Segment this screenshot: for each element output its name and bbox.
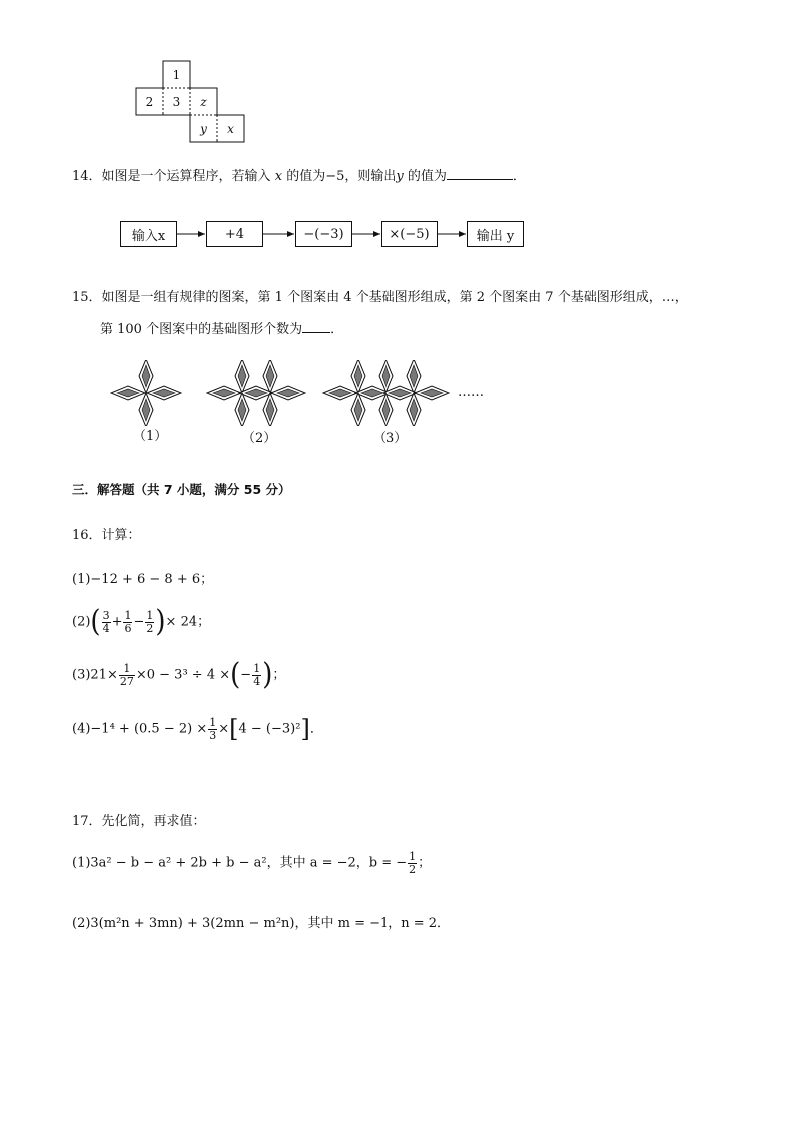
caption-2: （2） [242, 431, 277, 446]
fraction: $\frac{1}{2}$ [409, 850, 417, 876]
q14-end: ． [512, 169, 526, 184]
net-cell-y: y [200, 122, 207, 136]
q14-var-y: y [396, 169, 404, 184]
question-15-line-2 [100, 318, 343, 337]
q16-part-3: (3)21× $\frac{1}{27}$ ×0 − 3³ ÷ 4 ×(− $\frac{1}{4}$ )； [72, 657, 286, 693]
flow-box-output: 输出 y [467, 221, 524, 247]
q17-title: 17．先化简，再求值： [72, 814, 206, 829]
fraction: $\frac{3}{4}$ [102, 608, 110, 635]
answer-blank[interactable] [302, 320, 330, 333]
q17-part-2: (2)3(m²n + 3mn) + 3(2mn − m²n)，其中 m = −1，n = 2． [72, 916, 451, 931]
q14-text-b: 的值为−5，则输出 [286, 169, 397, 184]
flow-box-subtract: −(−3) [295, 221, 352, 247]
q16-part-4: (4)−1⁴ + (0.5 − 2) × $\frac{1}{3}$ ×[4 − (−3)²]． [72, 715, 323, 744]
net-cell-z: z [200, 95, 207, 109]
question-number: 14． [72, 169, 102, 184]
fraction: $\frac{1}{2}$ [146, 608, 154, 635]
fraction: $\frac{1}{6}$ [124, 608, 132, 635]
section-title: 三．解答题（共 7 小题，满分 55 分） [72, 482, 291, 497]
q17-part-1-text: (1)3a² − b − a² + 2b + b − a²，其中 a = −2，b = − [72, 855, 408, 871]
q16-part-2-tail: × 24； [165, 614, 211, 630]
q15-line-2: 第 100 个图案中的基础图形个数为 [100, 322, 303, 337]
q16-part-2-label: (2) [72, 614, 91, 630]
q14-text-a: 如图是一个运算程序，若输入 [101, 169, 271, 184]
flow-box-add: +4 [206, 221, 263, 247]
net-cell-1: 1 [172, 68, 181, 82]
q15-line-1: 如图是一组有规律的图案，第 1 个图案由 4 个基础图形组成，第 2 个图案由 7 个基础图形组成，…， [101, 290, 688, 305]
flow-box-multiply: ×(−5) [381, 221, 438, 247]
q16-title: 16．计算： [72, 528, 141, 543]
fraction: $\frac{1}{3}$ [209, 716, 217, 742]
pattern-3 [323, 360, 449, 426]
q16-part-1: (1)−12 + 6 − 8 + 6； [72, 572, 214, 587]
flow-box-input: 输入x [120, 221, 177, 247]
q16-part-4-tail: ． [309, 721, 323, 737]
q14-var-x: x [274, 169, 283, 184]
caption-1: （1） [133, 429, 168, 444]
fraction: $\frac{1}{4}$ [253, 661, 261, 688]
q16-part-2: (2)( $\frac{3}{4}$ + $\frac{1}{6}$ − $\frac{1}{2}$ )× 24； [72, 604, 211, 640]
net-cell-2: 2 [145, 95, 154, 109]
net-cell-x: x [227, 122, 234, 136]
diamond-pattern-figure [110, 360, 500, 426]
pattern-ellipsis: …… [458, 385, 484, 400]
q16-part-4-mid: × [218, 721, 230, 737]
q16-part-4-label: (4)−1⁴ + (0.5 − 2) × [72, 721, 208, 737]
question-number: 15． [72, 290, 102, 305]
q15-end: ． [330, 322, 344, 337]
net-cell-3: 3 [172, 95, 181, 109]
fraction: $\frac{1}{27}$ [119, 661, 134, 688]
q17-part-1-tail: ； [418, 855, 432, 871]
pattern-2 [207, 360, 305, 426]
question-15 [72, 286, 688, 305]
q16-part-3-tail: ； [272, 667, 286, 683]
caption-3: （3） [373, 431, 408, 446]
q17-part-1 [72, 851, 431, 875]
q16-part-3-label: (3)21× [72, 667, 118, 683]
q16-part-3-mid: ×0 − 3³ ÷ 4 × [135, 667, 231, 683]
q16-part-4-bracket: 4 − (−3)² [238, 721, 301, 737]
flow-arrows [0, 0, 794, 260]
pattern-1 [111, 360, 181, 426]
q14-text-c: 的值为 [407, 169, 447, 184]
